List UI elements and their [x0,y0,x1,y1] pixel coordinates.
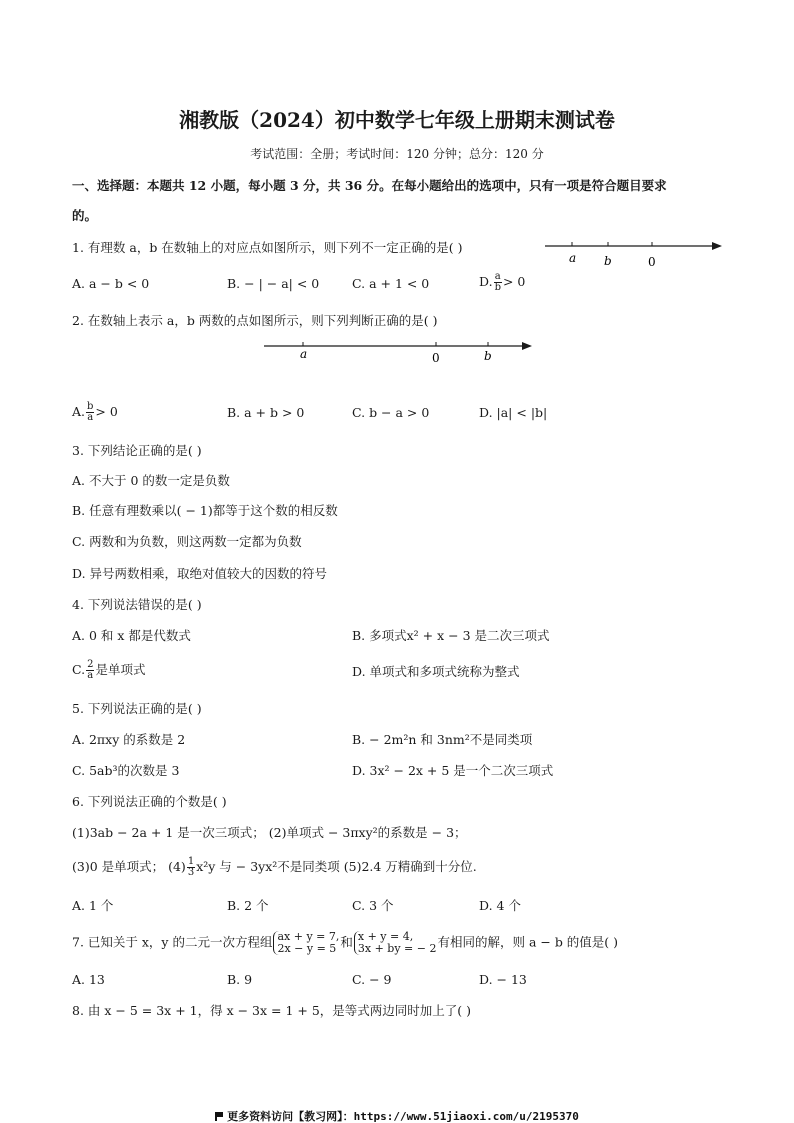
q5-option-a: A. 2πxy 的系数是 2 [72,732,186,747]
label-b: b [484,349,492,363]
numerator: 1 [187,856,195,867]
q1-option-d [479,272,525,293]
statement-part: (3)0 是单项式； (4) [72,859,186,874]
equation-system-2 [354,931,437,955]
question-1-stem: 1. 有理数 a，b 在数轴上的对应点如图所示，则下列不一定正确的是( ) [72,240,463,255]
equation: 2x − y = 5 [277,942,337,955]
number-line-q1 [540,236,730,268]
question-7-stem [72,931,618,955]
stem-part: 有相同的解，则 a − b 的值是( ) [437,934,619,950]
q3-option-c: C. 两数和为负数，则这两数一定都为负数 [72,534,302,549]
equation-system-1 [273,931,339,955]
fraction [86,660,94,681]
denominator: b [494,282,501,293]
q6-option-a: A. 1 个 [72,898,114,913]
numerator: 2 [87,659,94,670]
exam-info: 考试范围：全册；考试时间：120 分钟；总分：120 分 [250,147,544,161]
numerator: a [494,271,501,282]
q2-option-a [72,402,118,423]
q2-option-c: C. b − a > 0 [352,405,430,420]
axis-arrow [522,342,532,350]
equation: ax + y = 7, [277,930,340,943]
option-a-suffix: > 0 [95,404,118,419]
q7-option-c: C. − 9 [352,972,392,987]
q4-option-a: A. 0 和 x 都是代数式 [72,628,191,643]
q2-option-b: B. a + b > 0 [227,405,305,420]
q2-option-d: D. |a| < |b| [479,405,548,420]
q6-statements-line1: (1)3ab − 2a + 1 是一次三项式； (2)单项式 − 3πxy²的系数是 − 3； [72,825,467,840]
question-3-stem: 3. 下列结论正确的是( ) [72,443,202,458]
label-0: 0 [648,255,656,268]
numerator: b [87,401,94,412]
option-d-suffix: > 0 [502,274,526,289]
question-2-stem: 2. 在数轴上表示 a，b 两数的点如图所示，则下列判断正确的是( ) [72,313,438,328]
fraction [86,402,94,423]
q6-option-b: B. 2 个 [227,898,269,913]
q1-option-c: C. a + 1 < 0 [352,276,430,291]
q3-option-d: D. 异号两数相乘，取绝对值较大的因数的符号 [72,566,328,581]
footer-link[interactable] [0,1108,794,1123]
q3-option-a: A. 不大于 0 的数一定是负数 [72,473,230,488]
question-5-stem: 5. 下列说法正确的是( ) [72,701,202,716]
question-8-stem: 8. 由 x − 5 = 3x + 1，得 x − 3x = 1 + 5，是等式两边同时加上了( ) [72,1003,472,1018]
number-line-q2 [262,336,537,368]
q1-option-b: B. − | − a| < 0 [227,276,320,291]
label-a: a [569,251,577,265]
stem-part: 和 [340,934,353,950]
option-d-prefix: D. [479,274,493,289]
denominator: a [87,670,94,681]
denominator: 3 [187,867,195,878]
q7-option-a: A. 13 [72,972,105,987]
q5-option-b: B. − 2m²n 和 3nm²不是同类项 [352,732,533,747]
equation: 3x + by = − 2 [357,942,437,955]
q7-option-b: B. 9 [227,972,253,987]
option-c-prefix: C. [72,662,86,677]
axis-arrow [712,242,722,250]
q6-statements-line2 [72,857,477,878]
q4-option-c [72,660,145,681]
question-4-stem: 4. 下列说法错误的是( ) [72,597,202,612]
equation: x + y = 4, [357,930,414,943]
q5-option-d: D. 3x² − 2x + 5 是一个二次三项式 [352,763,554,778]
stem-part: 7. 已知关于 x，y 的二元一次方程组 [72,934,273,950]
fraction [494,272,502,293]
section-heading: 一、选择题：本题共 12 小题，每小题 3 分，共 36 分。在每小题给出的选项中，只有一项是符合题目要求 [72,178,667,193]
denominator: a [87,412,94,423]
q4-option-b: B. 多项式x² + x − 3 是二次三项式 [352,628,550,643]
footer-text: 更多资料访问【教习网】：https://www.51jiaoxi.com/u/2195370 [227,1110,579,1123]
fraction [187,857,195,878]
option-c-suffix: 是单项式 [95,662,146,677]
flag-icon [215,1112,223,1121]
q4-option-d: D. 单项式和多项式统称为整式 [352,664,520,679]
question-6-stem: 6. 下列说法正确的个数是( ) [72,794,227,809]
page-title: 湘教版（2024）初中数学七年级上册期末测试卷 [179,108,615,132]
option-a-prefix: A. [72,404,86,419]
q6-option-d: D. 4 个 [479,898,521,913]
q7-option-d: D. − 13 [479,972,527,987]
section-heading-cont: 的。 [72,208,98,223]
statement-part: x²y 与 − 3yx²不是同类项 (5)2.4 万精确到十分位. [196,859,477,874]
q6-option-c: C. 3 个 [352,898,394,913]
label-a: a [300,347,308,361]
label-b: b [604,254,612,268]
label-0: 0 [432,351,440,365]
q5-option-c: C. 5ab³的次数是 3 [72,763,180,778]
q3-option-b: B. 任意有理数乘以( − 1)都等于这个数的相反数 [72,503,338,518]
q1-option-a: A. a − b < 0 [72,276,150,291]
